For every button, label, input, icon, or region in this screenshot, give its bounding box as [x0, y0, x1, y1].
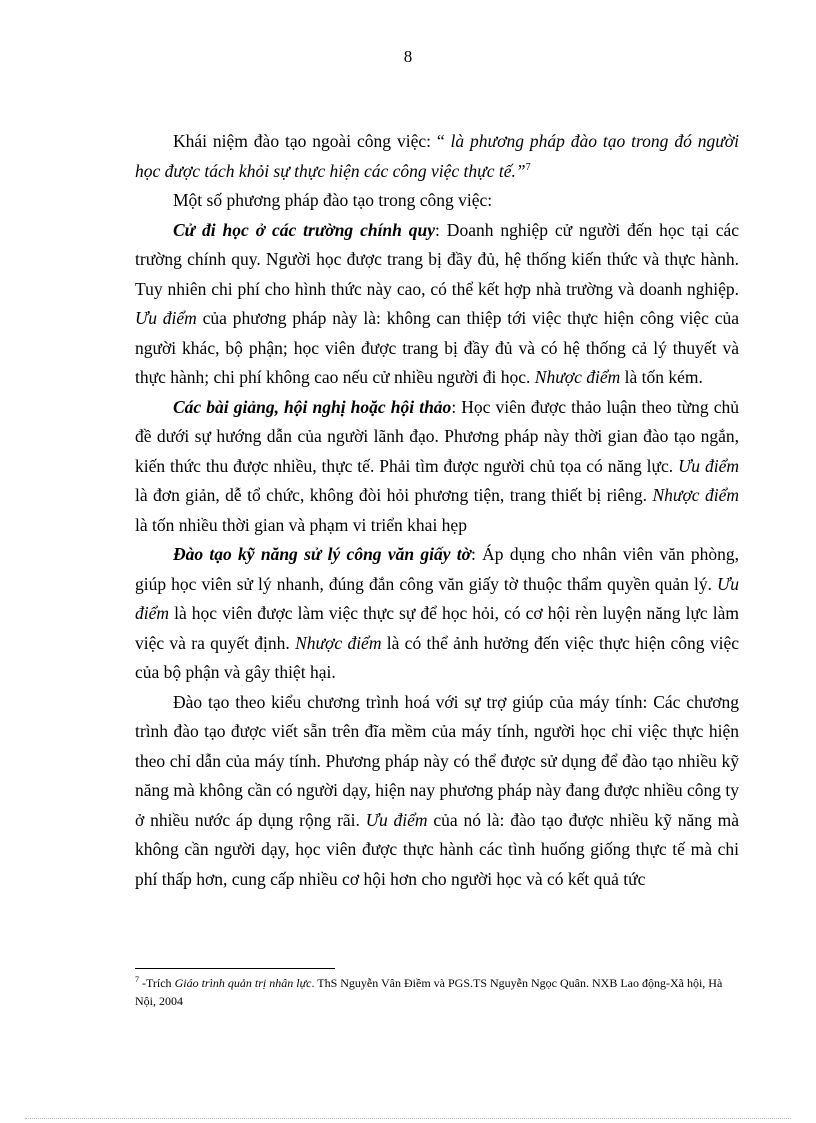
page-bottom-border — [25, 1118, 791, 1119]
text-span: là có thể ảnh hưởng đến việc thực hiện công việc của bộ phận và gây thiệt hại. — [135, 632, 739, 682]
text-span: : Học viên được thảo luận theo từng chủ đề dưới sự hướng dẫn của người lãnh đạo. Phương pháp này thời gian đào tạo ngắn, kiến thức thu được nhiều, thực tế. Phải tìm được người chủ tọa có năng lực. — [135, 396, 739, 476]
advantage-label: Ưu điểm — [135, 308, 197, 328]
disadvantage-label: Nhược điểm — [295, 632, 382, 653]
text-span: của nó là: đào tạo được nhiều kỹ năng mà không cần người dạy, học viên được thực hành các tình huống giống thực tế mà chi phí thấp hơn, cung cấp nhiều cơ hội hơn cho người học và có kết quả tức — [135, 809, 739, 889]
page-number: 8 — [403, 47, 413, 66]
disadvantage-label: Nhược điểm — [534, 367, 621, 387]
text-span: là tốn nhiều thời gian và phạm vi triển khai hẹp — [135, 514, 467, 535]
footnote-book-title: Giáo trình quản trị nhân lực — [174, 976, 312, 990]
paragraph-lectures — [135, 393, 739, 541]
footnote-citation: . ThS Nguyễn Vân Điềm và PGS.TS Nguyễn Ngọc Quân. NXB Lao động-Xã hội, Hà Nội, 2004 — [135, 976, 723, 1008]
section-heading-formal-school: Cử đi học ở các trường chính quy — [173, 219, 436, 240]
text-span: của phương pháp này là: không can thiệp tới việc thực hiện công việc của người khác, bộ phận; học viên được trang bị đầy đủ và có hệ thống cả lý thuyết và thực hành; chi phí không cao nếu cử nhiều người đi học. — [135, 308, 739, 387]
footnote-number: 7 — [135, 975, 139, 984]
section-heading-lectures: Các bài giảng, hội nghị hoặc hội thảo — [173, 396, 452, 417]
text-span: : Áp dụng cho nhân viên văn phòng, giúp học viên sử lý nhanh, đúng đắn công văn giấy tờ thuộc thẩm quyền quản lý. — [135, 544, 739, 594]
text-span: là đơn giản, dễ tổ chức, không đòi hỏi phương tiện, trang thiết bị riêng. — [135, 485, 653, 505]
paragraph-intro: Một số phương pháp đào tạo trong công việc: — [173, 190, 493, 210]
text-span: là học viên được làm việc thực sự để học hỏi, có cơ hội rèn luyện năng lực làm việc và ra quyết định. — [135, 603, 739, 653]
paragraph-formal-school — [135, 216, 739, 393]
text-span: Đào tạo theo kiểu chương trình hoá với sự trợ giúp của máy tính: Các chương trình đào tạo được viết sẵn trên đĩa mềm của máy tính, người học chỉ việc thực hiện theo chỉ dẫn của máy tính. Phương pháp này có thể được sử dụng để đào tạo nhiều kỹ năng mà không cần có người dạy, hiện nay phương pháp này đang được nhiều công ty ở nhiều nước áp dụng rộng rãi. — [135, 691, 739, 830]
footnote — [135, 974, 739, 1010]
advantage-label: Ưu điểm — [135, 573, 739, 623]
footnote-ref[interactable]: 7 — [525, 161, 531, 173]
section-heading-document-handling: Đào tạo kỹ năng sử lý công văn giấy tờ — [173, 544, 472, 564]
footnote-separator — [135, 968, 335, 969]
text-span: : Doanh nghiệp cử người đến học tại các trường chính quy. Người học được trang bị đầy đủ, hệ thống kiến thức và thực hành. Tuy nhiên chi phí cho hình thức này cao, có thể kết hợp nhà trường và doanh nghiệp. — [135, 219, 739, 299]
paragraph-definition — [135, 127, 739, 186]
definition-lead: Khái niệm đào tạo ngoài công việc: “ — [173, 131, 451, 151]
document-body — [135, 127, 739, 894]
paragraph-document-handling — [135, 540, 739, 688]
advantage-label: Ưu điểm — [365, 809, 428, 830]
footnote-lead: -Trích — [139, 976, 175, 990]
paragraph-computer-training — [135, 688, 739, 895]
definition-quote: là phương pháp đào tạo trong đó người học được tách khỏi sự thực hiện các công việc thực tế.” — [135, 131, 739, 181]
disadvantage-label: Nhược điểm — [652, 485, 740, 505]
advantage-label: Ưu điểm — [678, 455, 739, 476]
text-span: là tốn kém. — [620, 367, 703, 387]
